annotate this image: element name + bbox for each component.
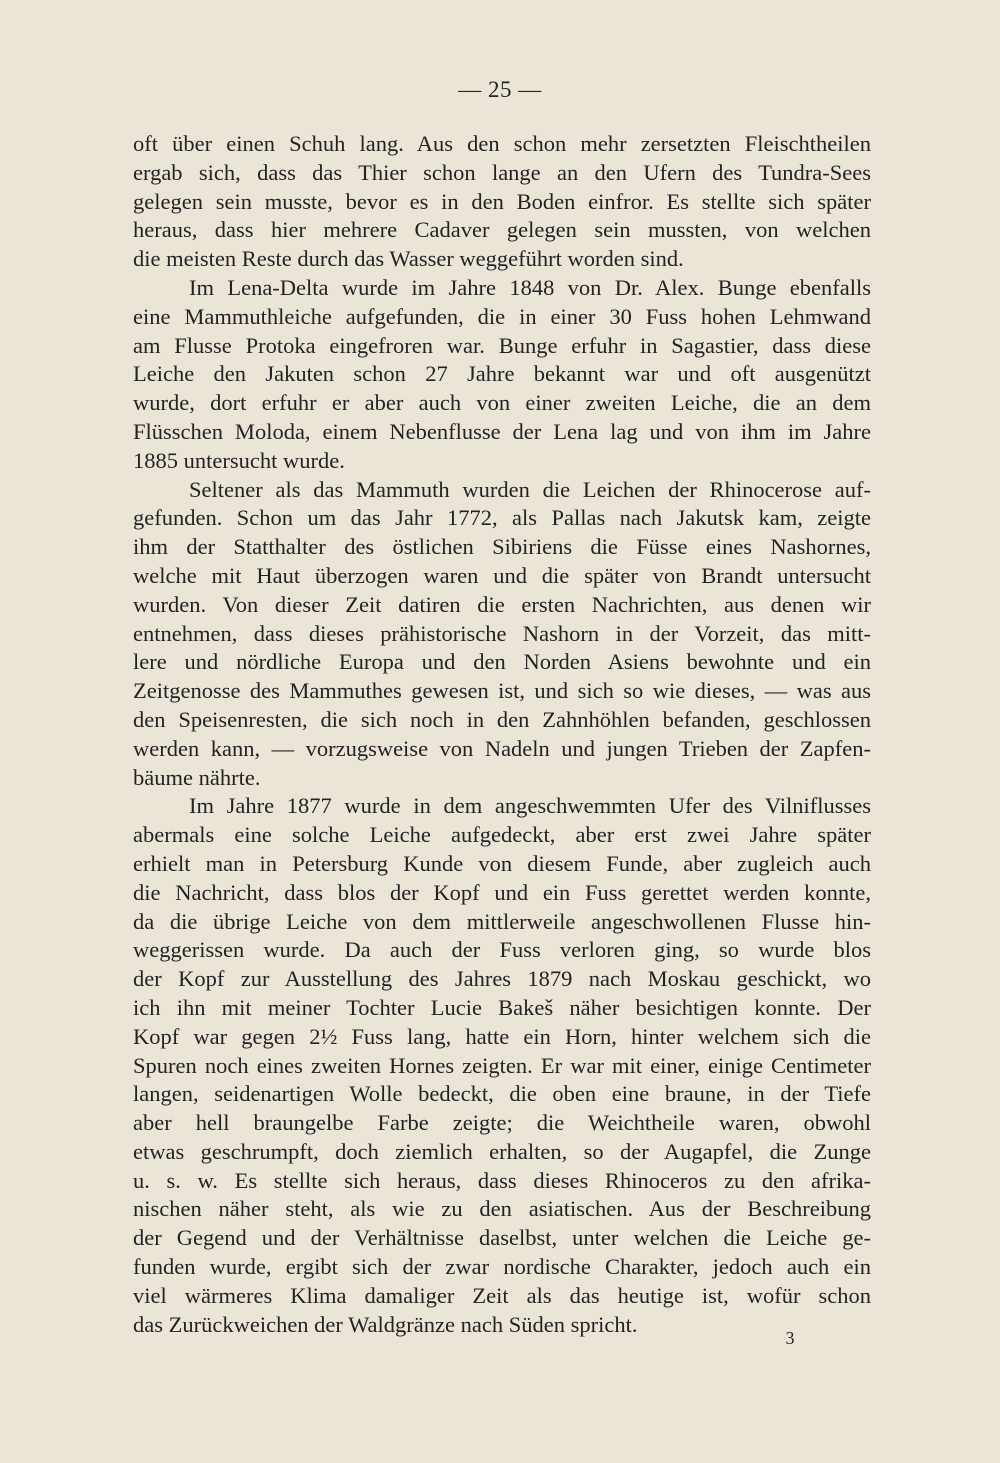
text-line: ich ihn mit meiner Tochter Lucie Bakeš näher besichtigen konnte. Der bbox=[133, 994, 871, 1020]
text-line: Im Lena-Delta wurde im Jahre 1848 von Dr. Alex. Bunge ebenfalls bbox=[189, 274, 871, 300]
text-line: welche mit Haut überzogen waren und die später von Brandt untersucht bbox=[133, 562, 871, 588]
text-line: etwas geschrumpft, doch ziemlich erhalten, so der Augapfel, die Zunge bbox=[133, 1138, 871, 1164]
text-line: Seltener als das Mammuth wurden die Leichen der Rhinocerose auf- bbox=[189, 476, 871, 502]
text-line: Kopf war gegen 2½ Fuss lang, hatte ein Horn, hinter welchem sich die bbox=[133, 1023, 871, 1049]
text-line: wurden. Von dieser Zeit datiren die ersten Nachrichten, aus denen wir bbox=[133, 591, 871, 617]
paragraph bbox=[133, 274, 871, 476]
text-line: da die übrige Leiche von dem mittlerweile angeschwollenen Flusse hin- bbox=[133, 908, 871, 934]
text-line: funden wurde, ergibt sich der zwar nordische Charakter, jedoch auch ein bbox=[133, 1254, 871, 1280]
text-line: entnehmen, dass dieses prähistorische Nashorn in der Vorzeit, das mitt- bbox=[133, 620, 871, 646]
text-line: Zeitgenosse des Mammuthes gewesen ist, und sich so wie dieses, — was aus bbox=[133, 678, 871, 704]
signature-mark: 3 bbox=[785, 1328, 795, 1348]
text-line: Flüsschen Moloda, einem Nebenflusse der Lena lag und von ihm im Jahre bbox=[133, 418, 871, 444]
text-line: der Kopf zur Ausstellung des Jahres 1879 nach Moskau geschickt, wo bbox=[133, 966, 871, 992]
paragraph bbox=[133, 130, 871, 274]
text-line: Leiche den Jakuten schon 27 Jahre bekannt war und oft ausgenützt bbox=[133, 361, 871, 387]
text-line: oft über einen Schuh lang. Aus den schon mehr zersetzten Fleischtheilen bbox=[133, 131, 871, 156]
text-line: aber hell braungelbe Farbe zeigte; die Weichtheile waren, obwohl bbox=[133, 1110, 871, 1136]
text-line: heraus, dass hier mehrere Cadaver gelegen sein mussten, von welchen bbox=[133, 217, 871, 243]
text-line: gefunden. Schon um das Jahr 1772, als Pallas nach Jakutsk kam, zeigte bbox=[133, 505, 871, 531]
text-line: die meisten Reste durch das Wasser weggeführt worden sind. bbox=[133, 246, 684, 272]
text-line: 1885 untersucht wurde. bbox=[133, 447, 345, 473]
text-line: die Nachricht, dass blos der Kopf und ein Fuss gerettet werden konnte, bbox=[133, 879, 871, 905]
text-line: weggerissen wurde. Da auch der Fuss verloren ging, so wurde blos bbox=[133, 937, 871, 963]
text-line: ergab sich, dass das Thier schon lange an den Ufern des Tundra-Sees bbox=[133, 159, 871, 185]
text-line: ihm der Statthalter des östlichen Sibiriens die Füsse eines Nashornes, bbox=[133, 534, 871, 560]
text-line: langen, seidenartigen Wolle bedeckt, die oben eine braune, in der Tiefe bbox=[133, 1081, 871, 1107]
text-line: nischen näher steht, als wie zu den asiatischen. Aus der Beschreibung bbox=[133, 1196, 871, 1222]
text-line: u. s. w. Es stellte sich heraus, dass dieses Rhinoceros zu den afrika- bbox=[133, 1167, 871, 1193]
paragraph bbox=[133, 792, 871, 1339]
body-text bbox=[133, 130, 871, 1339]
text-line: lere und nördliche Europa und den Norden Asiens bewohnte und ein bbox=[133, 649, 871, 675]
text-line: erhielt man in Petersburg Kunde von diesem Funde, aber zugleich auch bbox=[133, 850, 871, 876]
text-line: abermals eine solche Leiche aufgedeckt, aber erst zwei Jahre später bbox=[133, 822, 871, 848]
paragraph bbox=[133, 476, 871, 793]
text-line: das Zurückweichen der Waldgränze nach Süden spricht. bbox=[133, 1311, 638, 1337]
text-line: den Speisenresten, die sich noch in den Zahnhöhlen befanden, geschlossen bbox=[133, 706, 871, 732]
text-line: viel wärmeres Klima damaliger Zeit als das heutige ist, wofür schon bbox=[133, 1282, 871, 1308]
text-line: Spuren noch eines zweiten Hornes zeigten. Er war mit einer, einige Centimeter bbox=[133, 1052, 871, 1078]
text-line: Im Jahre 1877 wurde in dem angeschwemmten Ufer des Vilniflusses bbox=[189, 793, 871, 819]
text-line: wurde, dort erfuhr er aber auch von einer zweiten Leiche, die an dem bbox=[133, 390, 871, 416]
text-line: eine Mammuthleiche aufgefunden, die in einer 30 Fuss hohen Lehmwand bbox=[133, 303, 871, 329]
text-line: der Gegend und der Verhältnisse daselbst, unter welchen die Leiche ge- bbox=[133, 1225, 871, 1251]
text-line: gelegen sein musste, bevor es in den Boden einfror. Es stellte sich später bbox=[133, 188, 871, 214]
text-line: bäume nährte. bbox=[133, 764, 261, 790]
text-line: werden kann, — vorzugsweise von Nadeln und jungen Trieben der Zapfen- bbox=[133, 735, 871, 761]
text-line: am Flusse Protoka eingefroren war. Bunge erfuhr in Sagastier, dass diese bbox=[133, 332, 871, 358]
page-header: — 25 — bbox=[458, 77, 542, 102]
